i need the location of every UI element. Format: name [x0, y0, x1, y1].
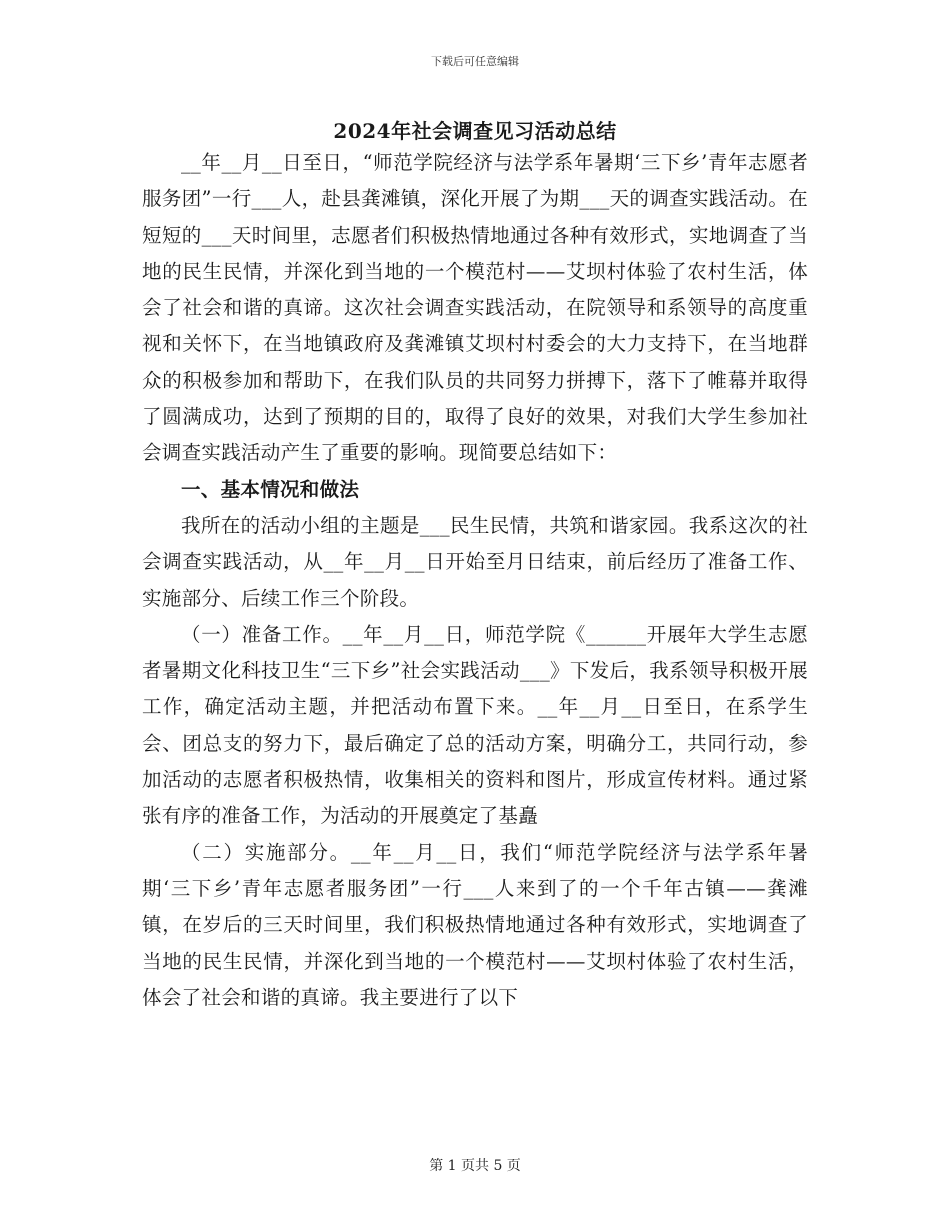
paragraph-intro: __年__月__日至日，“师范学院经济与法学系年暑期‘三下乡’青年志愿者服务团”一行___人，赴县龚滩镇，深化开展了为期___天的调查实践活动。在短短的___天时间里，志愿者们积极热情地通过各种有效形式，实地调查了当地的民生民情，并深化到当地的一个模范村——艾坝村体验了农村生活，体会了社会和谐的真谛。这次社会调查实践活动，在院领导和系领导的高度重视和关怀下，在当地镇政府及龚滩镇艾坝村村委会的大力支持下，在当地群众的积极参加和帮助下，在我们队员的共同努力拼搏下，落下了帷幕并取得了圆满成功，达到了预期的目的，取得了良好的效果，对我们大学生参加社会调查实践活动产生了重要的影响。现简要总结如下： — [142, 151, 808, 465]
document-body — [142, 145, 808, 1016]
page-header-note: 下载后可任意编辑 — [431, 55, 519, 68]
paragraph-overview: 我所在的活动小组的主题是___民生民情，共筑和谐家园。我系这次的社会调查实践活动，从__年__月__日开始至月日结束，前后经历了准备工作、实施部分、后续工作三个阶段。 — [142, 513, 808, 610]
paragraph-implementation: （二）实施部分。__年__月__日，我们“师范学院经济与法学系年暑期‘三下乡’青年志愿者服务团”一行___人来到了的一个千年古镇——龚滩镇，在岁后的三天时间里，我们积极热情地通过各种有效形式，实地调查了当地的民生民情，并深化到当地的一个模范村——艾坝村体验了农村生活，体会了社会和谐的真谛。我主要进行了以下 — [142, 840, 808, 1009]
document-title: 2024年社会调查见习活动总结 — [333, 119, 617, 143]
section-heading: 一、基本情况和做法 — [181, 477, 360, 501]
paragraph-preparation: （一）准备工作。__年__月__日，师范学院《______开展年大学生志愿者暑期文化科技卫生“三下乡”社会实践活动___》下发后，我系领导积极开展工作，确定活动主题，并把活动布置下来。__年__月__日至日，在系学生会、团总支的努力下，最后确定了总的活动方案，明确分工，共同行动，参加活动的志愿者积极热情，收集相关的资料和图片，形成宣传材料。通过紧张有序的准备工作，为活动的开展奠定了基矗 — [142, 622, 808, 828]
page-number: 第 1 页共 5 页 — [429, 1158, 521, 1174]
